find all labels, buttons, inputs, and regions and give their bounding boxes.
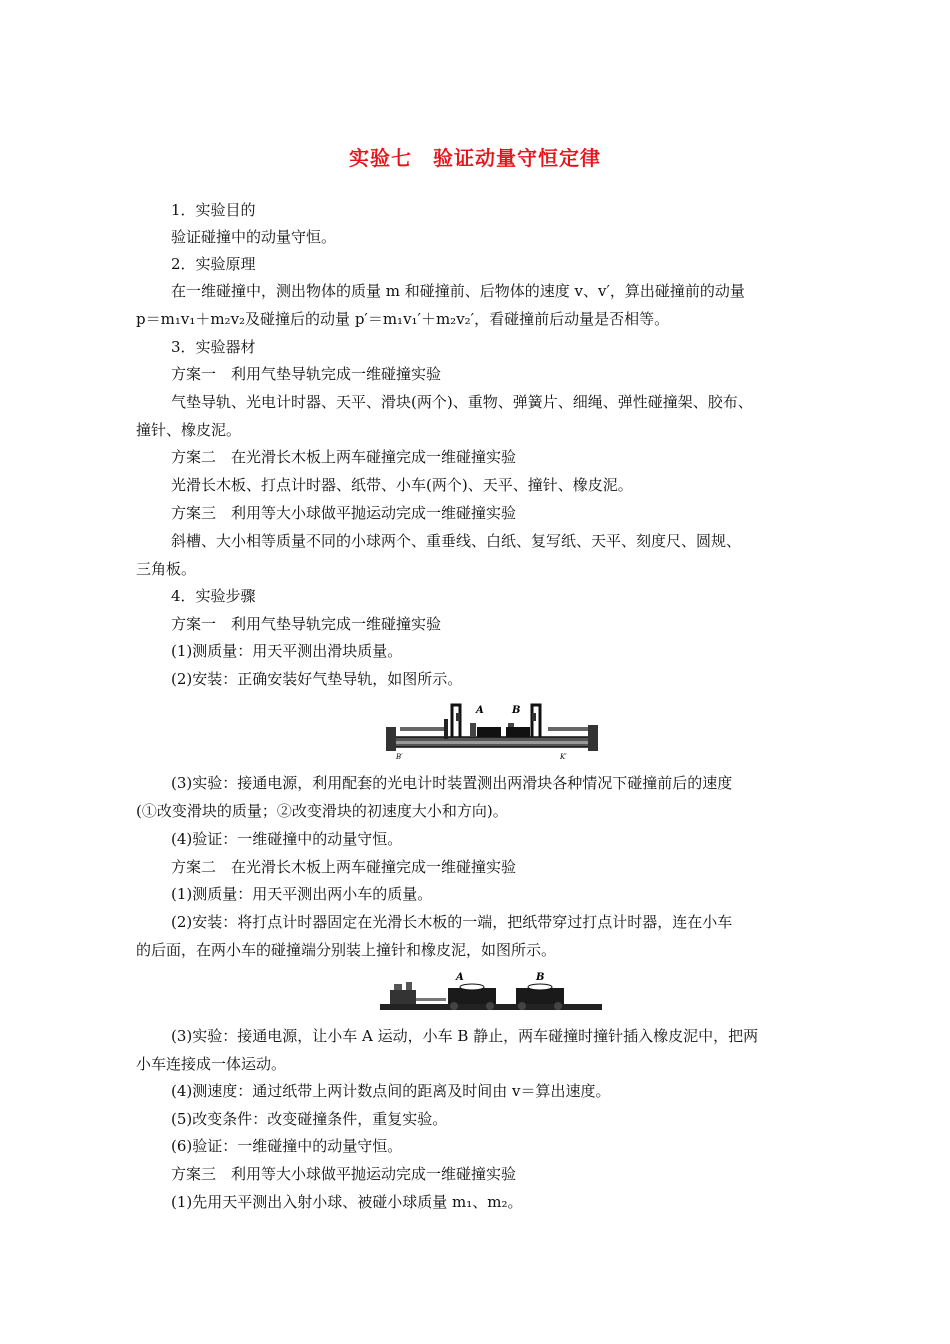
- paragraph-line: 方案三 利用等大小球做平抛运动完成一维碰撞实验: [171, 504, 517, 522]
- figure1-label-b-prime: B′: [396, 753, 403, 761]
- paragraph-line: (5)改变条件：改变碰撞条件，重复实验。: [171, 1110, 448, 1128]
- paragraph-line: (①改变滑块的质量；②改变滑块的初速度大小和方向)。: [136, 802, 508, 820]
- section-heading: 3．实验器材: [171, 338, 256, 356]
- paragraph-line: 方案一 利用气垫导轨完成一维碰撞实验: [171, 615, 442, 633]
- paragraph-line: 撞针、橡皮泥。: [136, 421, 242, 439]
- paragraph-line: 的后面，在两小车的碰撞端分别装上撞针和橡皮泥，如图所示。: [136, 941, 557, 959]
- paragraph-line: 光滑长木板、打点计时器、纸带、小车(两个)、天平、撞针、橡皮泥。: [171, 476, 633, 494]
- paragraph-line: (4)验证：一维碰撞中的动量守恒。: [171, 830, 403, 848]
- figure2-label-a: A: [456, 972, 464, 983]
- paragraph-line: 验证碰撞中的动量守恒。: [171, 228, 337, 246]
- paragraph-line: (3)实验：接通电源，利用配套的光电计时装置测出两滑块各种情况下碰撞前后的速度: [171, 774, 733, 792]
- paragraph-line: 方案三 利用等大小球做平抛运动完成一维碰撞实验: [171, 1165, 517, 1183]
- paragraph-line: (1)测质量：用天平测出两小车的质量。: [171, 885, 433, 903]
- paragraph-line: 小车连接成一体运动。: [136, 1055, 287, 1073]
- paragraph-line: 斜槽、大小相等质量不同的小球两个、重垂线、白纸、复写纸、天平、刻度尺、圆规、: [171, 532, 742, 550]
- carts-figure: [380, 968, 602, 1016]
- paragraph-line: (1)先用天平测出入射小球、被碰小球质量 m₁、m₂。: [171, 1193, 523, 1211]
- air-track-figure: [382, 697, 602, 761]
- section-heading: 4．实验步骤: [171, 587, 256, 605]
- section-heading: 1．实验目的: [171, 201, 256, 219]
- section-heading: 2．实验原理: [171, 255, 256, 273]
- paragraph-line: 在一维碰撞中，测出物体的质量 m 和碰撞前、后物体的速度 v、v′，算出碰撞前的动量: [171, 282, 745, 300]
- figure1-label-k: K′: [560, 753, 567, 761]
- paragraph-line: 三角板。: [136, 560, 197, 578]
- paragraph-line: (4)测速度：通过纸带上两计数点间的距离及时间由 v＝算出速度。: [171, 1082, 611, 1100]
- paragraph-line: 方案一 利用气垫导轨完成一维碰撞实验: [171, 365, 442, 383]
- figure2-label-b: B: [536, 972, 545, 983]
- figure1-label-a: A: [476, 705, 484, 716]
- paragraph-line: 方案二 在光滑长木板上两车碰撞完成一维碰撞实验: [171, 858, 517, 876]
- paragraph-line: (6)验证：一维碰撞中的动量守恒。: [171, 1137, 403, 1155]
- figure1-label-b: B: [512, 705, 521, 716]
- paragraph-line: (1)测质量：用天平测出滑块质量。: [171, 642, 403, 660]
- paragraph-line: (3)实验：接通电源，让小车 A 运动，小车 B 静止，两车碰撞时撞针插入橡皮泥中，把两: [171, 1027, 759, 1045]
- paragraph-line: (2)安装：将打点计时器固定在光滑长木板的一端，把纸带穿过打点计时器，连在小车: [171, 913, 733, 931]
- paragraph-line: (2)安装：正确安装好气垫导轨，如图所示。: [171, 670, 463, 688]
- paragraph-line: p＝m₁v₁＋m₂v₂及碰撞后的动量 p′＝m₁v₁′＋m₂v₂′，看碰撞前后动量是否相等。: [136, 310, 670, 328]
- page-title: 实验七 验证动量守恒定律: [349, 146, 601, 170]
- paragraph-line: 方案二 在光滑长木板上两车碰撞完成一维碰撞实验: [171, 448, 517, 466]
- paragraph-line: 气垫导轨、光电计时器、天平、滑块(两个)、重物、弹簧片、细绳、弹性碰撞架、胶布、: [171, 393, 753, 411]
